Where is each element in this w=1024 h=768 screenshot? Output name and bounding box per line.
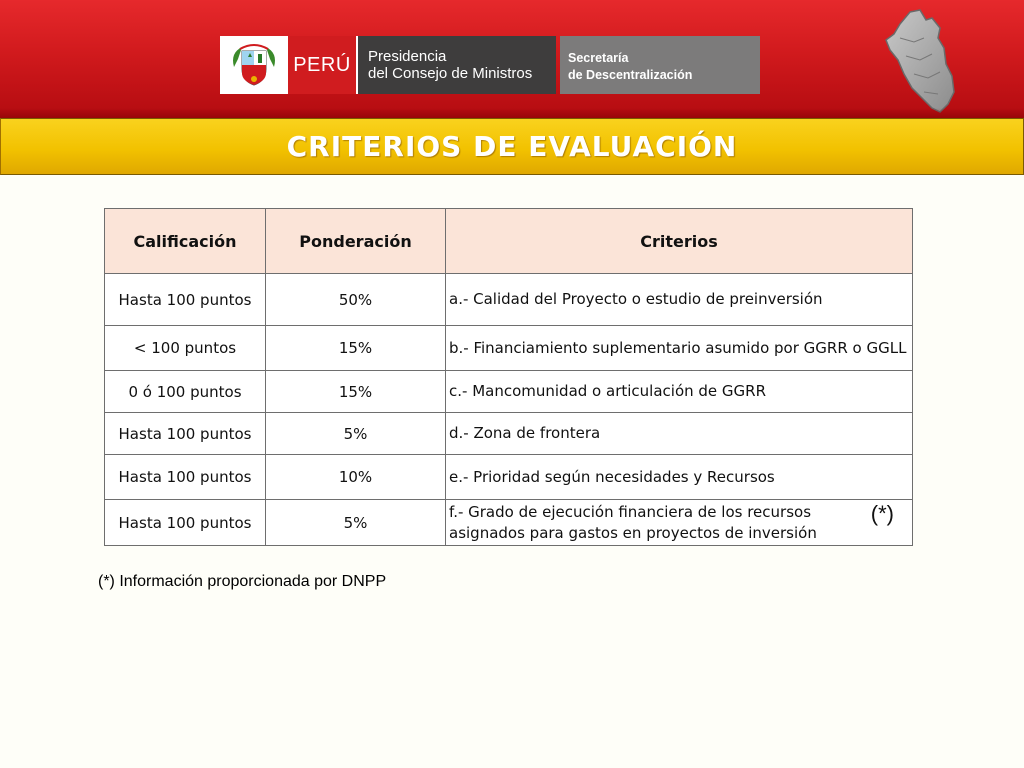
title-band — [0, 118, 1024, 175]
table-row — [105, 500, 913, 546]
column-header-criterios: Criterios — [446, 209, 913, 274]
cell-criterio: c.- Mancomunidad o articulación de GGRR — [446, 371, 913, 413]
cell-calificacion: 0 ó 100 puntos — [105, 371, 266, 413]
peru-map-icon — [880, 8, 960, 116]
cell-calificacion: Hasta 100 puntos — [105, 455, 266, 500]
cell-calificacion: Hasta 100 puntos — [105, 274, 266, 326]
page-title: CRITERIOS DE EVALUACIÓN — [286, 130, 738, 163]
pcm-label — [356, 36, 556, 94]
table-row — [105, 274, 913, 326]
criterio-wrap — [449, 502, 912, 544]
cell-ponderacion: 15% — [266, 371, 446, 413]
table-row — [105, 413, 913, 455]
pcm-line-1: Presidencia — [368, 48, 447, 65]
table-row — [105, 455, 913, 500]
cell-criterio: b.- Financiamiento suplementario asumido por GGRR o GGLL — [446, 326, 913, 371]
cell-criterio: d.- Zona de frontera — [446, 413, 913, 455]
cell-ponderacion: 15% — [266, 326, 446, 371]
peru-label: PERÚ — [288, 36, 356, 94]
cell-criterio: a.- Calidad del Proyecto o estudio de preinversión — [446, 274, 913, 326]
criterio-text: f.- Grado de ejecución financiera de los recursos asignados para gastos en proyectos de inversión — [449, 502, 817, 542]
asterisk-note: (*) — [870, 500, 894, 526]
secretaria-line-1: Secretaría — [568, 51, 629, 65]
cell-ponderacion: 50% — [266, 274, 446, 326]
cell-calificacion: < 100 puntos — [105, 326, 266, 371]
institution-logo — [220, 36, 760, 94]
table-header-row — [105, 209, 913, 274]
pcm-line-2: del Consejo de Ministros — [368, 65, 533, 82]
criteria-table — [104, 208, 913, 546]
cell-calificacion: Hasta 100 puntos — [105, 500, 266, 546]
table-row — [105, 326, 913, 371]
cell-calificacion: Hasta 100 puntos — [105, 413, 266, 455]
column-header-ponderacion: Ponderación — [266, 209, 446, 274]
secretaria-line-2: de Descentralización — [568, 68, 693, 82]
cell-criterio-last — [446, 500, 913, 546]
cell-ponderacion: 5% — [266, 500, 446, 546]
secretaria-label — [560, 36, 760, 94]
footnote: (*) Información proporcionada por DNPP — [98, 573, 387, 590]
coat-of-arms-icon — [220, 36, 288, 94]
table-row — [105, 371, 913, 413]
cell-ponderacion: 10% — [266, 455, 446, 500]
cell-ponderacion: 5% — [266, 413, 446, 455]
cell-criterio: e.- Prioridad según necesidades y Recursos — [446, 455, 913, 500]
header-band — [0, 0, 1024, 118]
column-header-calificacion: Calificación — [105, 209, 266, 274]
